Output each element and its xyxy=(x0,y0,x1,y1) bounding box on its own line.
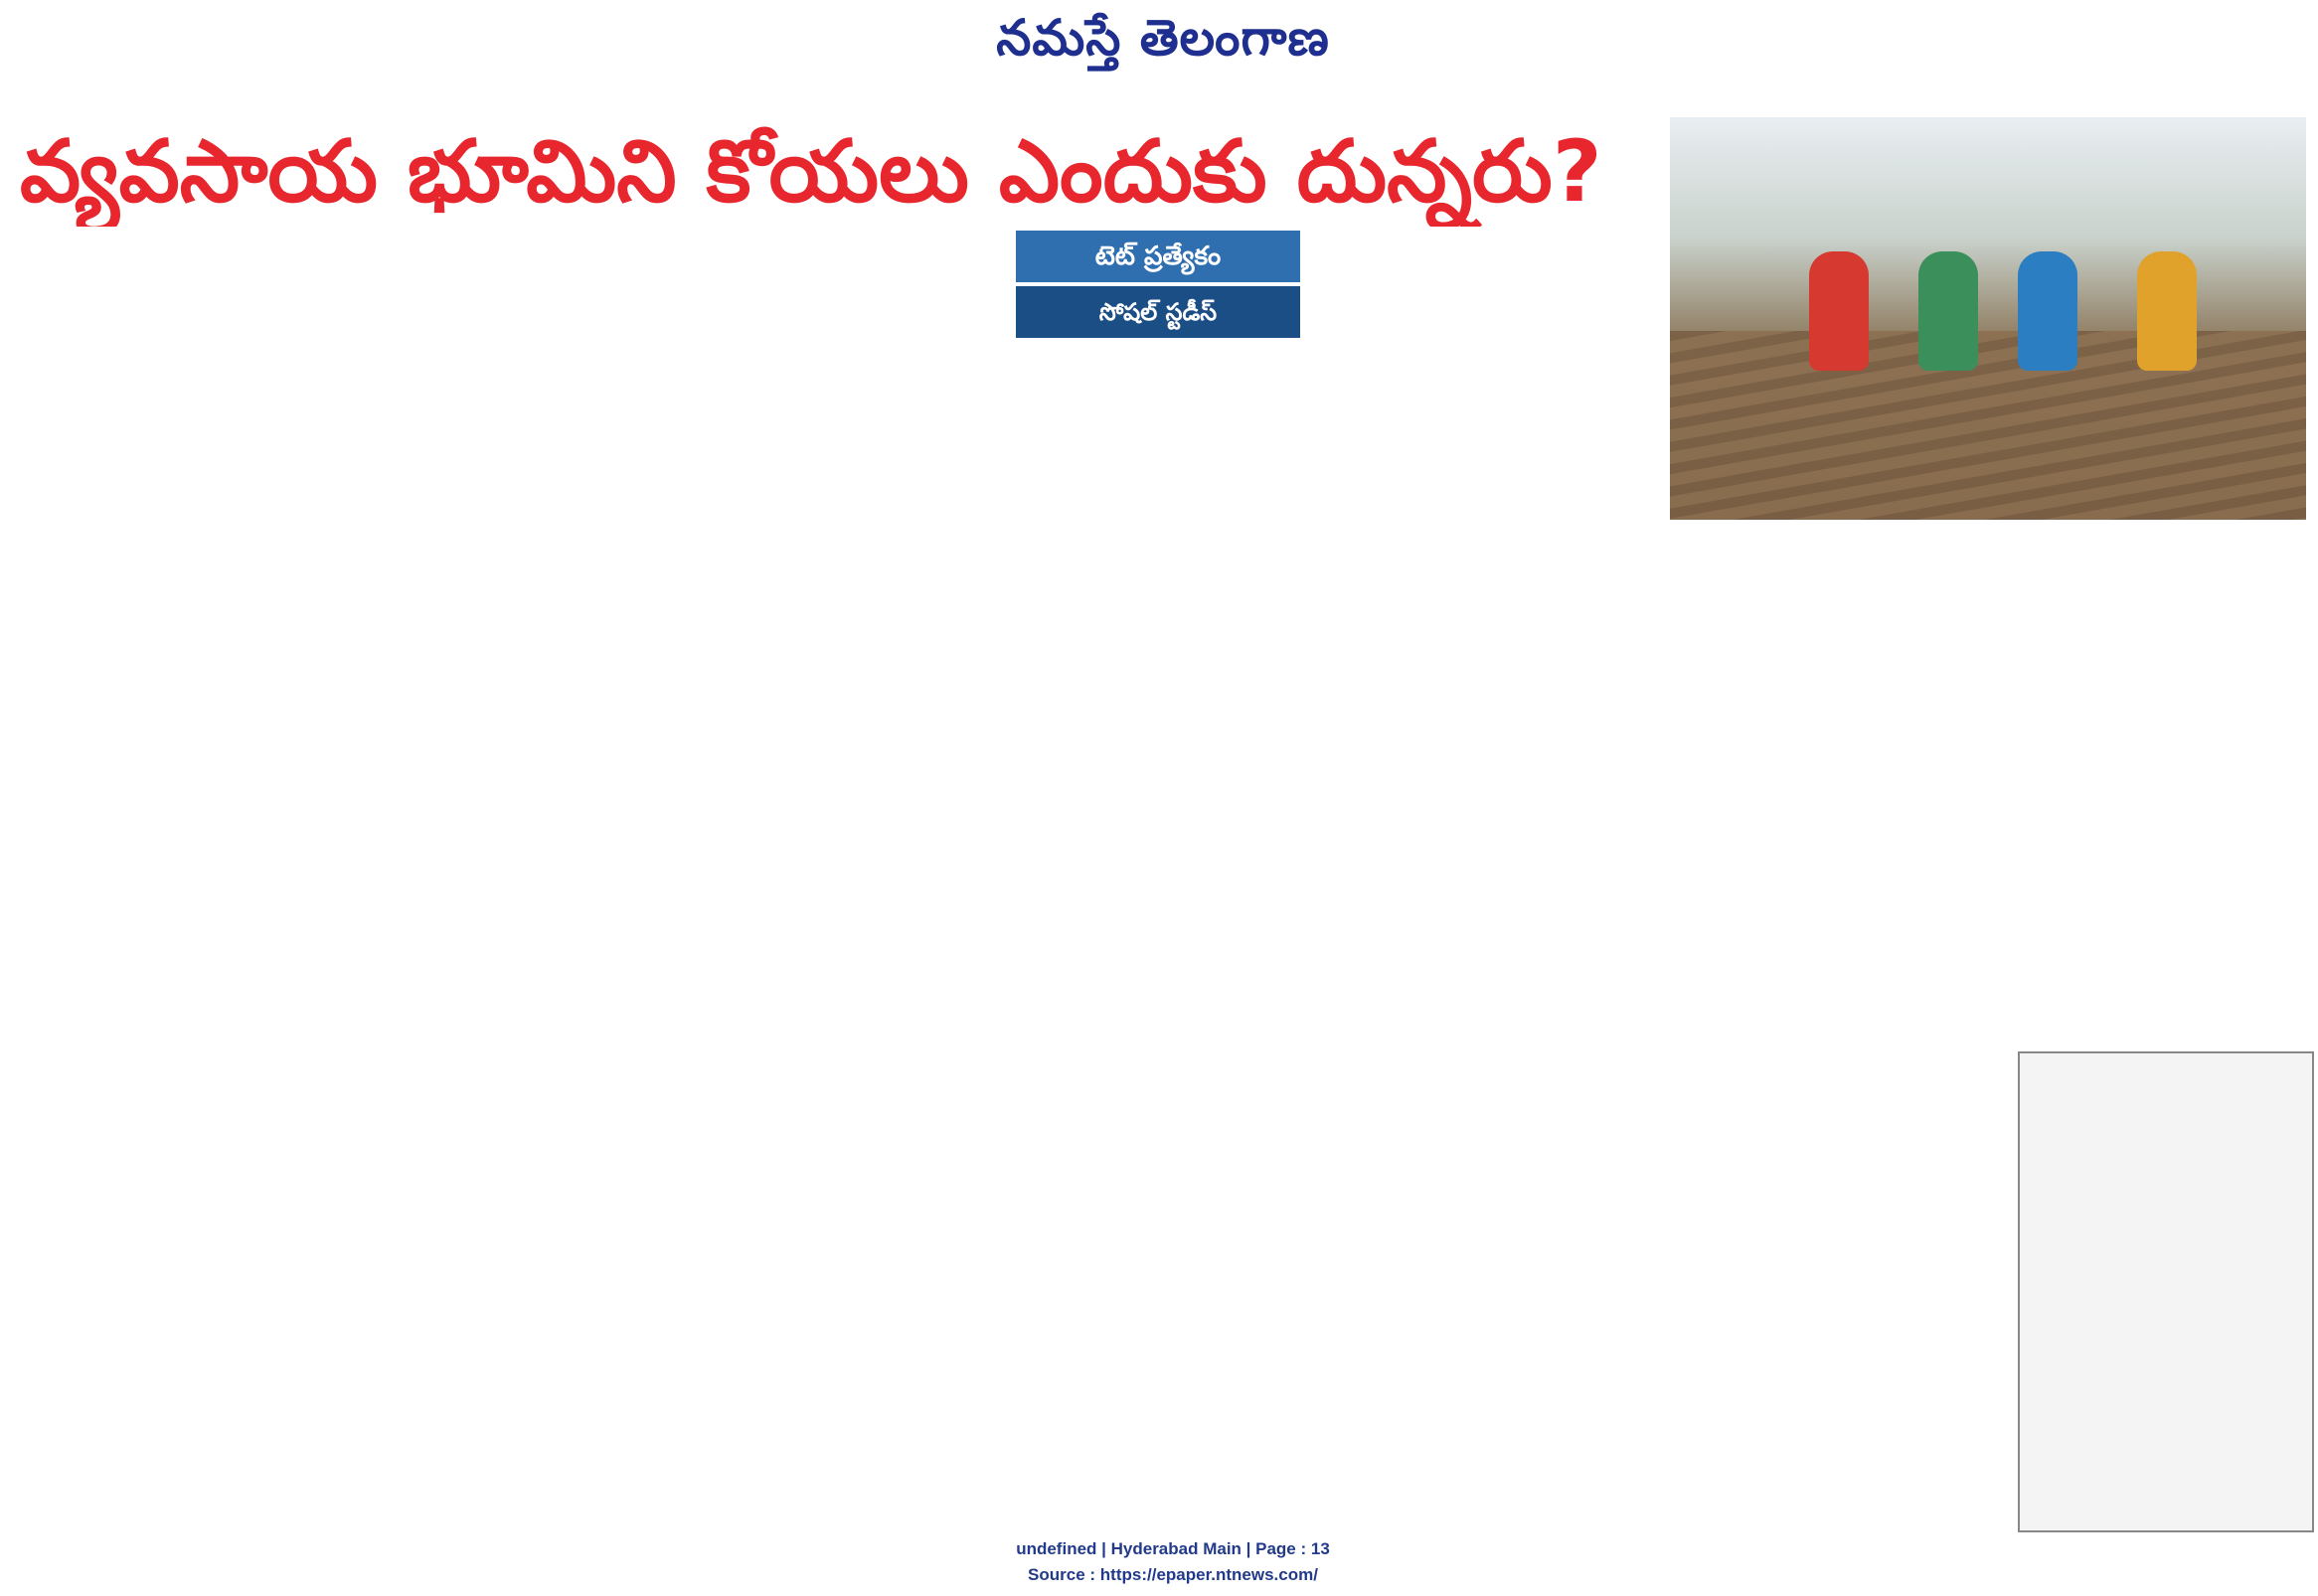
farmer-figure xyxy=(2018,251,2077,371)
farmer-figure xyxy=(1809,251,1869,371)
masthead-title: నమస్తే తెలంగాణ xyxy=(996,8,1330,67)
field-soil xyxy=(1670,331,2306,520)
question-column xyxy=(1700,525,2063,1518)
page-footer xyxy=(895,1536,1451,1594)
question-column xyxy=(2018,525,2318,1041)
farmer-figure xyxy=(1918,251,1978,371)
answer-key-box xyxy=(2018,1051,2314,1532)
footer-source: Source : https://epaper.ntnews.com/ xyxy=(1028,1565,1318,1584)
question-column xyxy=(1004,338,1367,1520)
question-column xyxy=(10,235,373,1521)
footer-edition: undefined | Hyderabad Main | Page : 13 xyxy=(1016,1539,1330,1558)
question-column xyxy=(676,235,1039,1521)
answer-key-title xyxy=(2020,1053,2312,1065)
badge-top: టెట్ ప్రత్యేకం xyxy=(1016,231,1300,286)
farmers-photo xyxy=(1670,117,2306,520)
section-badge xyxy=(1016,231,1300,338)
question-column xyxy=(1372,235,1735,1521)
farmer-figure xyxy=(2137,251,2197,371)
badge-bottom: సోషల్ స్టడీస్ xyxy=(1016,286,1300,338)
page-headline: వ్యవసాయ భూమిని కోయలు ఎందుకు దున్నరు? xyxy=(20,122,1602,222)
